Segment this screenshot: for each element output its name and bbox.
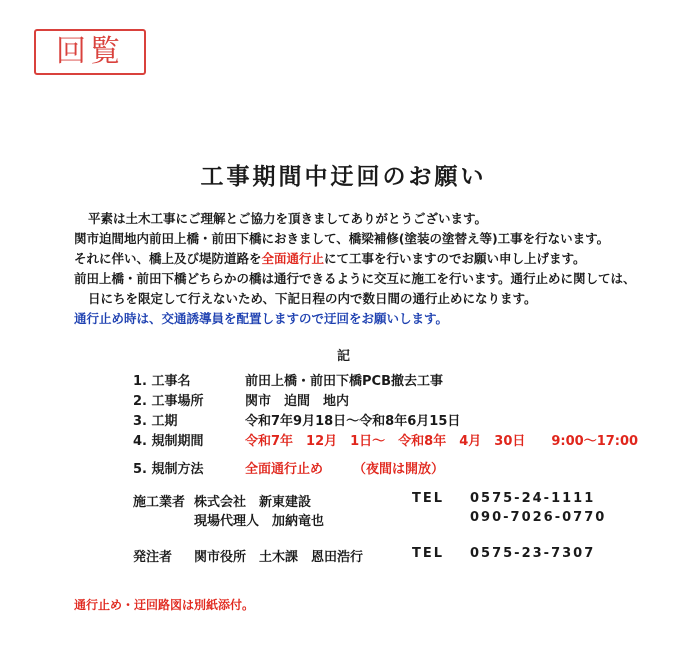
intro-line-3 xyxy=(74,249,586,267)
item-5-label: 5. 規制方法 xyxy=(133,462,204,477)
page-title: 工事期間中迂回のお願い xyxy=(200,164,487,190)
kairan-stamp: 回覧 xyxy=(34,29,146,75)
item-4-label: 4. 規制期間 xyxy=(133,434,204,449)
item-5-note: （夜間は開放） xyxy=(353,462,445,477)
client-label: 発注者 xyxy=(133,550,173,565)
intro-line-5: 日にちを限定して行えないため、下記日程の内で数日間の通行止めになります。 xyxy=(88,291,537,306)
contractor-tel2: 090-7026-0770 xyxy=(470,510,607,525)
intro-line-4: 前田上橋・前田下橋どちらかの橋は通行できるように交互に施工を行います。通行止めに関しては、 xyxy=(74,271,636,286)
contractor-label: 施工業者 xyxy=(133,495,186,510)
client-name: 関市役所 土木課 恩田浩行 xyxy=(194,550,364,565)
item-3-value: 令和7年9月18日～令和8年6月15日 xyxy=(245,414,461,429)
intro-line-3-pre: それに伴い、橋上及び堤防道路を xyxy=(74,251,262,266)
intro-line-1: 平素は土木工事にご理解とご協力を頂きましてありがとうございます。 xyxy=(88,211,488,226)
contractor-agent: 現場代理人 加納竜也 xyxy=(194,514,325,529)
intro-line-6: 通行止め時は、交通誘導員を配置しますので迂回をお願いします。 xyxy=(74,311,449,326)
intro-line-3-highlight: 全面通行止 xyxy=(261,251,325,266)
client-tel-label: TEL xyxy=(412,546,445,561)
contractor-company: 株式会社 新東建設 xyxy=(194,495,312,510)
item-3-label: 3. 工期 xyxy=(133,414,178,429)
ki-heading: 記 xyxy=(336,349,350,364)
footer-note: 通行止め・迂回路図は別紙添付。 xyxy=(74,598,255,612)
intro-line-3-post: にて工事を行いますのでお願い申し上げます。 xyxy=(324,251,586,266)
intro-line-2: 関市迫間地内前田上橋・前田下橋におきまして、橋梁補修(塗装の塗替え等)工事を行ないます。 xyxy=(74,231,610,246)
item-5-value: 全面通行止め xyxy=(245,462,324,477)
item-1-label: 1. 工事名 xyxy=(133,374,191,389)
contractor-tel1: 0575-24-1111 xyxy=(470,491,596,506)
client-tel: 0575-23-7307 xyxy=(470,546,596,561)
contractor-tel-label: TEL xyxy=(412,491,445,506)
item-1-value: 前田上橋・前田下橋PCB撤去工事 xyxy=(245,374,443,389)
item-2-value: 関市 迫間 地内 xyxy=(245,394,350,409)
item-4-value: 令和7年 12月 1日～ 令和8年 4月 30日 9:00～17:00 xyxy=(245,434,639,449)
item-2-label: 2. 工事場所 xyxy=(133,394,204,409)
